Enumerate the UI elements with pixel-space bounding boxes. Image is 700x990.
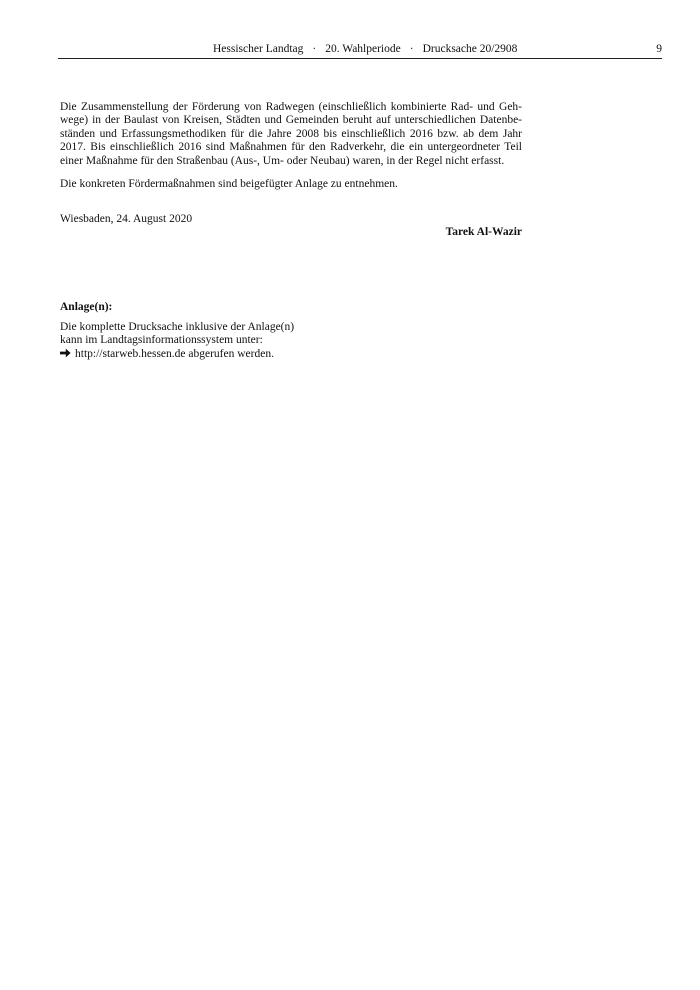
header-period: 20. Wahlperiode [325,43,401,55]
page-header [58,41,662,59]
body-paragraph-2: Die konkreten Fördermaßnahmen sind beigefügter Anlage zu entnehmen. [60,178,398,190]
header-separator: · [312,43,317,55]
page-number: 9 [656,43,662,55]
header-document-number: Drucksache 20/2908 [422,43,518,55]
place-date: Wiesbaden, 24. August 2020 [60,213,193,225]
paragraph-line: ständen und Erfassungsmethodiken für die Jahre 2008 bis einschließlich 2016 bzw. ab dem Jahr [60,127,522,140]
signatory-name: Tarek Al-Wazir [445,226,522,238]
paragraph-line: einer Maßnahme für den Straßenbau (Aus-, Um- oder Neubau) waren, in der Regel nicht erfasst. [60,154,505,167]
header-parliament: Hessischer Landtag [213,43,304,55]
paragraph-line: Die Zusammenstellung der Förderung von Radwegen (einschließlich kombinierte Rad- und Geh- [60,101,522,113]
annex-line-1: Die komplette Drucksache inklusive der Anlage(n) [60,321,295,333]
paragraph-line: 2017. Bis einschließlich 2016 sind Maßnahmen für den Radverkehr, die ein untergeordneter Teil [60,141,522,154]
annex-text [60,321,522,361]
header-info [213,42,517,56]
annex-link-text: http://starweb.hessen.de abgerufen werden. [75,347,274,360]
annex-heading: Anlage(n): [60,301,113,313]
header-separator: · [409,43,414,55]
paragraph-line: wege) in der Baulast von Kreisen, Städten und Gemeinden beruht auf unterschiedlichen Datenbe- [60,114,522,127]
arrow-right-icon [60,348,71,358]
body-paragraph-1 [60,101,522,168]
annex-line-2: kann im Landtagsinformationssystem unter: [60,334,263,347]
